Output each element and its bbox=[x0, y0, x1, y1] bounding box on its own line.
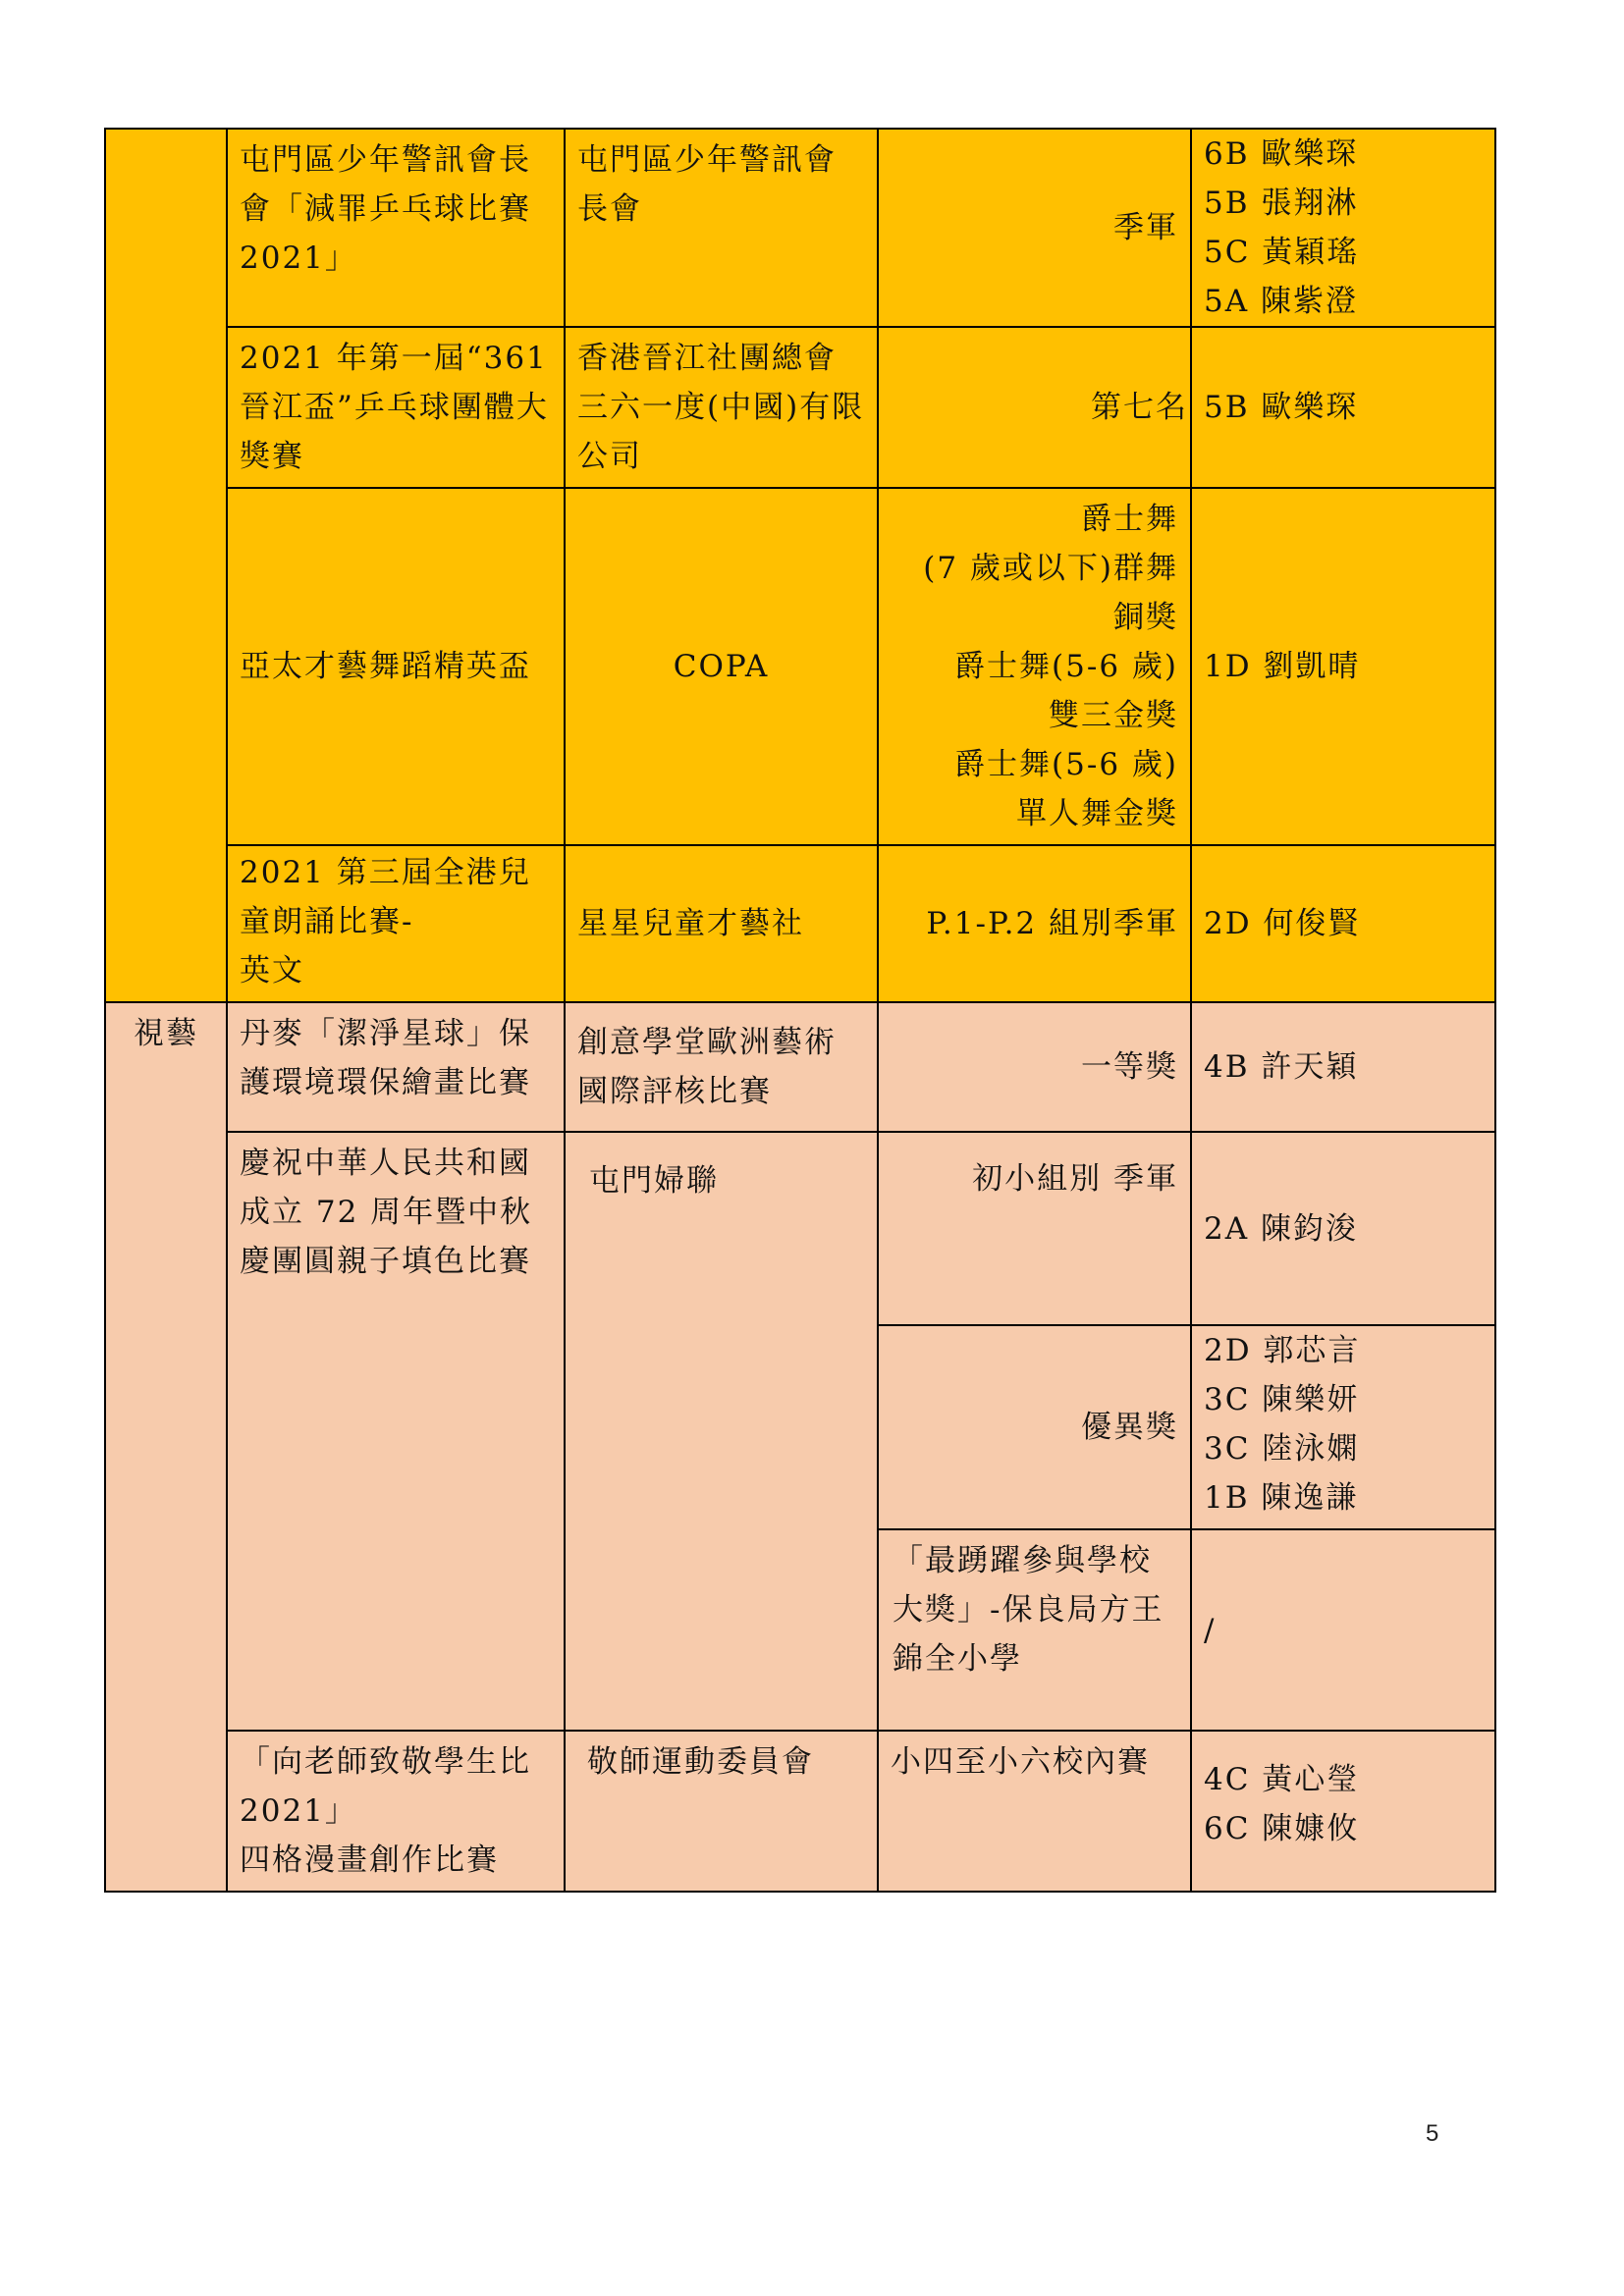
table-row bbox=[105, 1132, 1495, 1325]
organizer-cell: 創意學堂歐洲藝術國際評核比賽 bbox=[565, 1002, 878, 1132]
award-cell: 季軍 bbox=[878, 129, 1191, 327]
students-cell: 4B 許天穎 bbox=[1191, 1002, 1495, 1132]
competition-cell: 屯門區少年警訊會長會「減罪乒乓球比賽2021」 bbox=[227, 129, 565, 327]
organizer-cell: 屯門婦聯 bbox=[565, 1132, 878, 1731]
students-cell: 1D 劉凱晴 bbox=[1191, 488, 1495, 845]
award-cell: P.1-P.2 組別季軍 bbox=[878, 845, 1191, 1002]
table-row bbox=[105, 845, 1495, 1002]
students-cell: 4C 黃心瑩 6C 陳嫝攸 bbox=[1191, 1731, 1495, 1892]
competition-cell: 丹麥「潔淨星球」保護環境環保繪畫比賽 bbox=[227, 1002, 565, 1132]
award-cell: 第七名 bbox=[878, 327, 1191, 488]
organizer-cell: 屯門區少年警訊會長會 bbox=[565, 129, 878, 327]
competition-cell: 慶祝中華人民共和國成立 72 周年暨中秋慶團圓親子填色比賽 bbox=[227, 1132, 565, 1731]
award-cell: 「最踴躍參與學校大獎」-保良局方王錦全小學 bbox=[878, 1529, 1191, 1731]
competition-cell: 亞太才藝舞蹈精英盃 bbox=[227, 488, 565, 845]
table-row bbox=[105, 1002, 1495, 1132]
table-row bbox=[105, 488, 1495, 845]
table-row bbox=[105, 129, 1495, 327]
award-cell: 爵士舞 (7 歲或以下)群舞 銅獎 爵士舞(5-6 歲) 雙三金獎 爵士舞(5-6 歲) 單人舞金獎 bbox=[878, 488, 1191, 845]
competition-cell: 2021 第三屆全港兒童朗誦比賽- 英文 bbox=[227, 845, 565, 1002]
organizer-cell: 香港晉江社團總會三六一度(中國)有限公司 bbox=[565, 327, 878, 488]
competition-cell: 「向老師致敬學生比2021」 四格漫畫創作比賽 bbox=[227, 1731, 565, 1892]
students-cell: 2D 何俊賢 bbox=[1191, 845, 1495, 1002]
students-cell: 2A 陳鈞浚 bbox=[1191, 1132, 1495, 1325]
organizer-cell: 星星兒童才藝社 bbox=[565, 845, 878, 1002]
students-cell: 6B 歐樂琛 5B 張翔淋 5C 黃穎瑤 5A 陳紫澄 bbox=[1191, 129, 1495, 327]
organizer-cell: COPA bbox=[565, 488, 878, 845]
award-cell: 初小組別 季軍 bbox=[878, 1132, 1191, 1325]
category-cell: 視藝 bbox=[105, 1002, 227, 1892]
table-row bbox=[105, 327, 1495, 488]
award-cell: 優異獎 bbox=[878, 1325, 1191, 1529]
page-number: 5 bbox=[1426, 2120, 1439, 2147]
award-cell: 小四至小六校內賽 bbox=[878, 1731, 1191, 1892]
awards-table bbox=[104, 128, 1496, 1893]
table-row bbox=[105, 1731, 1495, 1892]
organizer-cell: 敬師運動委員會 bbox=[565, 1731, 878, 1892]
award-cell: 一等獎 bbox=[878, 1002, 1191, 1132]
competition-cell: 2021 年第一屆“361 晉江盃”乒乓球團體大獎賽 bbox=[227, 327, 565, 488]
students-cell: / bbox=[1191, 1529, 1495, 1731]
students-cell: 2D 郭芯言 3C 陳樂妍 3C 陸泳嫻 1B 陳逸謙 bbox=[1191, 1325, 1495, 1529]
category-cell bbox=[105, 129, 227, 1002]
students-cell: 5B 歐樂琛 bbox=[1191, 327, 1495, 488]
